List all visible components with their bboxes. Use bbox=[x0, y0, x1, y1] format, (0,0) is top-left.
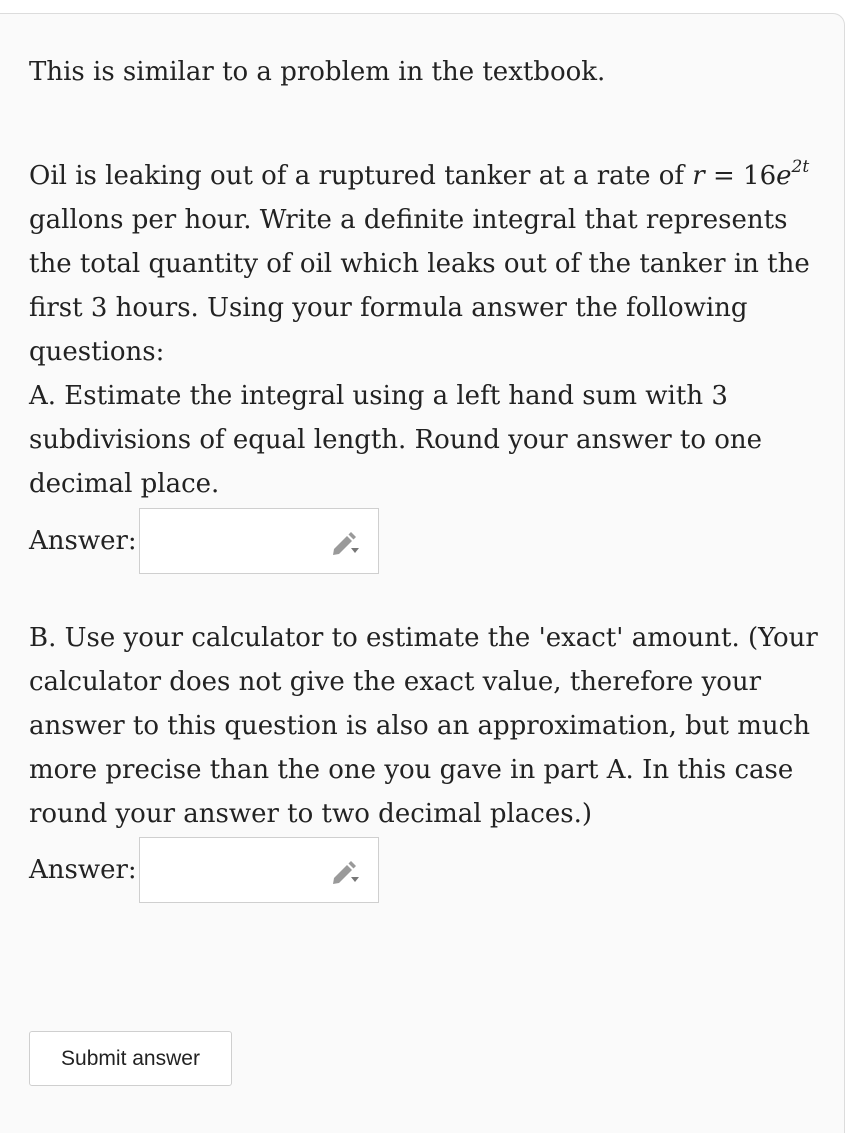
pencil-icon[interactable] bbox=[330, 527, 362, 557]
submit-answer-button[interactable]: Submit answer bbox=[29, 1031, 232, 1086]
pencil-icon[interactable] bbox=[330, 856, 362, 886]
rate-base: e bbox=[776, 161, 792, 191]
answer-row-b bbox=[29, 837, 379, 903]
rate-exponent: 2t bbox=[791, 157, 810, 177]
answer-label-b: Answer: bbox=[29, 855, 137, 885]
problem-text-start: Oil is leaking out of a ruptured tanker at a rate of bbox=[29, 161, 693, 191]
answer-input-a[interactable] bbox=[139, 508, 379, 574]
rate-formula bbox=[692, 157, 810, 191]
part-b-text: B. Use your calculator to estimate the 'exact' amount. (Your calculator does not give the exact value, therefore your answer to this question is also an approximation, but much more precise than the one you gave in part A. In this case round your answer to two decimal places.) bbox=[29, 623, 818, 829]
answer-row-a bbox=[29, 508, 379, 574]
intro-text: This is similar to a problem in the textbook. bbox=[29, 57, 606, 87]
question-card bbox=[0, 13, 845, 1133]
dropdown-caret-icon bbox=[351, 548, 359, 553]
problem-text bbox=[29, 154, 819, 374]
part-a-text: A. Estimate the integral using a left hand sum with 3 subdivisions of equal length. Round your answer to one decimal place. bbox=[29, 381, 763, 499]
rate-equals-coefficient: = 16 bbox=[704, 161, 777, 191]
answer-input-b[interactable] bbox=[139, 837, 379, 903]
dropdown-caret-icon bbox=[351, 877, 359, 882]
answer-label-a: Answer: bbox=[29, 526, 137, 556]
problem-text-end: gallons per hour. Write a definite integral that represents the total quantity of oil which leaks out of the tanker in the first 3 hours. Using your formula answer the following questions: bbox=[29, 205, 810, 367]
rate-variable: r bbox=[692, 161, 705, 191]
